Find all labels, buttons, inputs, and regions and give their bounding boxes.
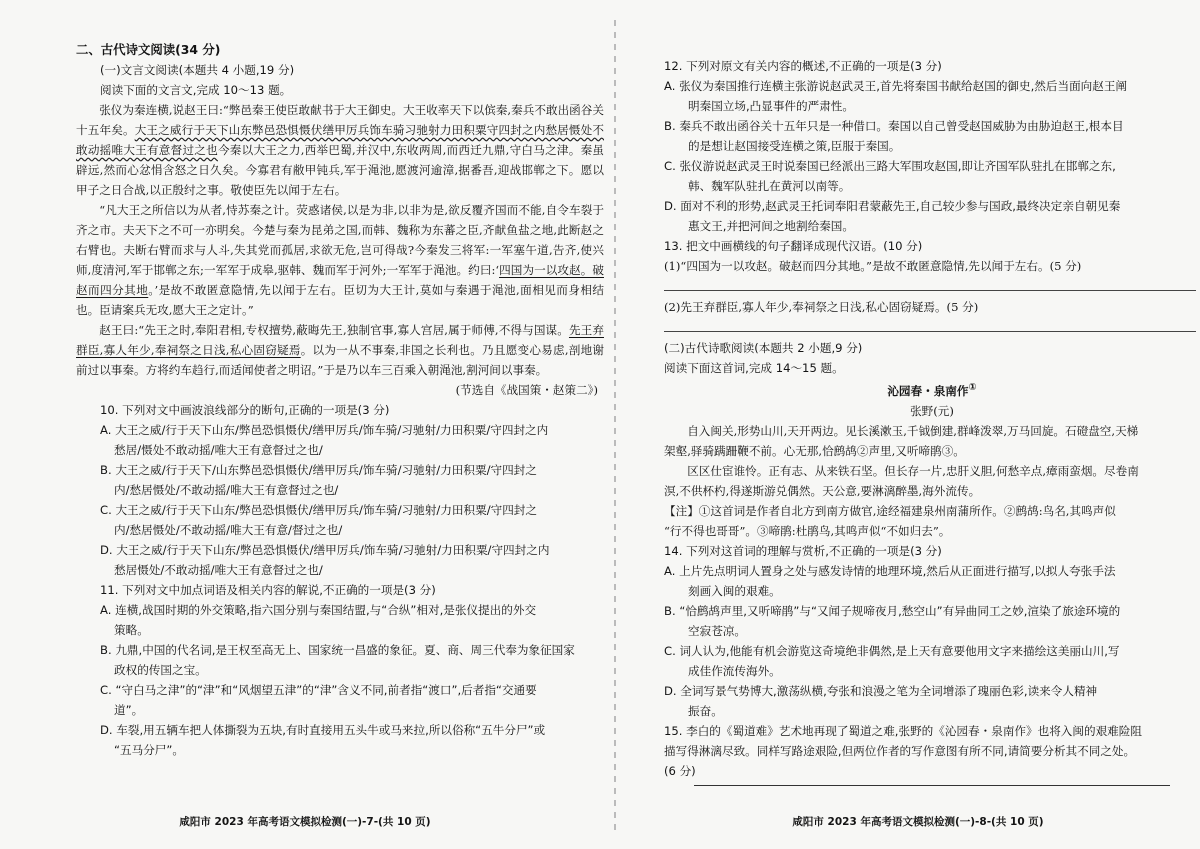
- question-15-line-3: (6 分): [664, 763, 696, 778]
- poem-note-mark: ①: [968, 382, 977, 393]
- question-10-option-c: C. 大王之威/行于天下山东/弊邑恐惧慑伏/缮甲厉兵/饰车骑/习驰射/力田积粟/守四封之: [100, 503, 537, 517]
- answer-line-2[interactable]: [664, 317, 1196, 332]
- question-10-option-d-cont: 愁居慑处/不敢动摇/唯大王有意督过之也/: [114, 563, 323, 577]
- question-11-option-c-cont: 道”。: [114, 703, 144, 717]
- right-page: [636, 0, 1200, 849]
- question-10-option-c-cont: 内/愁居慑处/不敢动摇/唯大王有意/督过之也/: [114, 523, 343, 537]
- question-14-option-c-cont: 成佳作流传海外。: [688, 663, 781, 678]
- question-15-line-1: 15. 李白的《蜀道难》艺术地再现了蜀道之难,张野的《沁园春・泉南作》也将入闽的艰难险阻: [664, 723, 1142, 738]
- question-10-option-b-cont: 内/愁居慑处/不敢动摇/唯大王有意督过之也/: [114, 483, 339, 497]
- question-11-option-b: B. 九鼎,中国的代名词,是王权至高无上、国家统一昌盛的象征。夏、商、周三代奉为象征国家: [100, 643, 575, 657]
- poem-line-2: 架壑,驿骑蹒跚鞭不前。心无那,恰鹧鸪②声里,又听啼鹃③。: [664, 443, 965, 458]
- question-10-option-a: A. 大王之威/行于天下山东/弊邑恐惧慑伏/缮甲厉兵/饰车骑/习驰射/力田积粟/守四封之内: [100, 423, 549, 437]
- question-14-option-d: D. 全词写景气势博大,激荡纵横,夸张和浪漫之笔为全词增添了瑰丽色彩,读来令人精神: [664, 683, 1098, 698]
- page-gutter: [614, 20, 616, 830]
- question-11-option-b-cont: 政权的传国之宝。: [114, 663, 207, 677]
- question-14-option-b-cont: 空寂苍凉。: [688, 623, 746, 638]
- question-10-stem: 10. 下列对文中画波浪线部分的断句,正确的一项是(3 分): [100, 403, 390, 417]
- question-14-option-b: B. “恰鹧鸪声里,又听啼鹃”与“又闻子规啼夜月,愁空山”有异曲同工之妙,渲染了旅途环境的: [664, 603, 1121, 618]
- poem-note-line-1: 【注】①这首词是作者自北方到南方做官,途经福建泉州南蒲所作。②鹧鸪:鸟名,其鸣声似: [664, 503, 1116, 518]
- question-11-stem: 11. 下列对文中加点词语及相关内容的解说,不正确的一项是(3 分): [100, 583, 436, 597]
- passage-paragraph-3: 赵王曰:“先王之时,奉阳君相,专权擅势,蔽晦先王,独制官事,寡人宫居,属于师傅,不得与国谋。先王弃群臣,寡人年少,奉祠祭之日浅,私心固窃疑焉。以为一从不事秦,非国之长利也。乃且愿变心易虑,剖地谢前过以事秦。方将约车趋行,而适闻使者之明诏。”于是乃以车三百乘入朝渑池,割河间以事秦。: [76, 323, 605, 377]
- passage-source: (节选自《战国策・赵策二》): [455, 383, 598, 397]
- question-10-option-a-cont: 愁居/慑处不敢动摇/唯大王有意督过之也/: [114, 443, 323, 457]
- subsection-2-title: (二)古代诗歌阅读(本题共 2 小题,9 分): [664, 341, 863, 355]
- question-12-stem: 12. 下列对原文有关内容的概述,不正确的一项是(3 分): [664, 59, 942, 73]
- question-11-option-a-cont: 策略。: [114, 623, 149, 637]
- poem-line-3: 区区仕宦谁怜。正有志、从来铁石坚。但长存一片,忠肝义胆,何愁辛点,瘴雨蛮烟。尽卷南: [687, 463, 1139, 478]
- answer-area-rule[interactable]: [694, 785, 1170, 786]
- poem-author: 张野(元): [910, 403, 954, 418]
- reading-instruction-2: 阅读下面这首词,完成 14～15 题。: [664, 361, 844, 375]
- question-12-option-d-cont: 惠文王,并把河间之地割给秦国。: [688, 219, 854, 233]
- question-12-option-c: C. 张仪游说赵武灵王时说秦国已经派出三路大军围攻赵国,即让齐国军队驻扎在邯郸之东,: [664, 159, 1116, 173]
- poem-note-line-2: “行不得也哥哥”。③啼鹃:杜鹃鸟,其鸣声似“不如归去”。: [664, 523, 951, 538]
- subsection-title: (一)文言文阅读(本题共 4 小题,19 分): [100, 63, 295, 77]
- question-14-stem: 14. 下列对这首词的理解与赏析,不正确的一项是(3 分): [664, 543, 942, 558]
- question-11-option-d: D. 车裂,用五辆车把人体撕裂为五块,有时直接用五头牛或马来拉,所以俗称“五牛分尸”或: [100, 723, 546, 737]
- section-title: 二、古代诗文阅读(34 分): [76, 42, 221, 57]
- question-10-option-d: D. 大王之威/行于天下山东/弊邑恐惧慑伏/缮甲厉兵/饰车骑/习驰射/力田积粟/守四封之内: [100, 543, 550, 557]
- poem-title: 沁园春・泉南作①: [887, 382, 977, 398]
- question-13-part-2: (2)先王弃群臣,寡人年少,奉祠祭之日浅,私心固窃疑焉。(5 分): [664, 300, 979, 314]
- underlined-sentence-2: 先王弃群臣,寡人年少,奉祠祭之日浅,私心固窃疑焉: [76, 323, 604, 357]
- right-page-footer: 咸阳市 2023 年高考语文模拟检测(一)-8-(共 10 页): [792, 816, 1044, 828]
- passage-paragraph-2: “凡大王之所信以为从者,恃苏秦之计。荧惑诸侯,以是为非,以非为是,欲反覆齐国而不能,自令车裂于齐之市。夫天下之不可一亦明矣。今楚与秦为昆弟之国,而韩、魏称为东蕃之臣,齐献鱼盐之地,此断赵之右臂也。夫断右臂而求与人斗,失其党而孤居,求欲无危,岂可得哉?今秦发三将军:一军塞午道,告齐,使兴师,度清河,军于邯郸之东;一军军于成皋,驱韩、魏而军于河外;一军军于渑池。约曰:‘四国为一以攻赵。破赵而四分其地。’是故不敢匿意隐情,先以闻于左右。臣切为大王计,莫如与秦遇于渑池,面相见而身相结也。臣请案兵无攻,愿大王之定计。”: [76, 203, 604, 317]
- question-14-option-d-cont: 振奋。: [688, 703, 723, 718]
- question-12-option-c-cont: 韩、魏军队驻扎在黄河以南等。: [688, 179, 851, 193]
- question-14-option-a: A. 上片先点明词人置身之处与感发诗情的地理环境,然后从正面进行描写,以拟人夸张手法: [664, 563, 1116, 578]
- wavy-underlined-passage: 大王之威行于天下山东弊邑恐惧慑伏缮甲厉兵饰车骑习驰射力田积粟守四封之内愁居慑处不敢动摇唯大王有意督过之也: [76, 123, 604, 157]
- question-13-stem: 13. 把文中画横线的句子翻译成现代汉语。(10 分): [664, 239, 923, 253]
- question-12-option-b: B. 秦兵不敢出函谷关十五年只是一种借口。秦国以自己曾受赵国威胁为由胁迫赵王,根本目: [664, 119, 1124, 133]
- underlined-sentence-1: 四国为一以攻赵。破赵而四分其地: [76, 263, 604, 297]
- answer-line-1[interactable]: [664, 276, 1196, 291]
- question-11-option-c: C. “守白马之津”的“津”和“风烟望五津”的“津”含义不同,前者指“渡口”,后者指“交通要: [100, 683, 537, 697]
- poem-line-1: 自入闽关,形势山川,天开两边。见长溪漱玉,千钺倒建,群峰泼翠,万马回旋。石磴盘空,天梯: [687, 423, 1139, 438]
- question-12-option-d: D. 面对不利的形势,赵武灵王托词奉阳君蒙蔽先王,自己较少参与国政,最终决定亲自朝见秦: [664, 199, 1121, 213]
- question-14-option-c: C. 词人认为,他能有机会游览这奇境绝非偶然,是上天有意要他用文字来描绘这美丽山川,写: [664, 643, 1120, 658]
- question-11-option-d-cont: “五马分尸”。: [114, 743, 184, 757]
- question-15-line-2: 描写得淋漓尽致。同样写路途艰险,但两位作者的写作意图有所不同,请简要分析其不同之处。: [664, 743, 1136, 758]
- question-12-option-a-cont: 明秦国立场,凸显事件的严肃性。: [688, 99, 854, 113]
- poem-line-4: 溟,不供杯杓,得遂斯游兑偶然。天公意,要淋漓醉墨,海外流传。: [664, 483, 981, 498]
- question-10-option-b: B. 大王之威/行于天下/山东弊邑恐惧慑伏/缮甲厉兵/饰车骑/习驰射/力田积粟/守四封之: [100, 463, 537, 477]
- passage-paragraph-1: 张仪为秦连横,说赵王曰:“弊邑秦王使臣敢献书于大王御史。大王收率天下以傧秦,秦兵不敢出函谷关十五年矣。大王之威行于天下山东弊邑恐惧慑伏缮甲厉兵饰车骑习驰射力田积粟守四封之内愁居慑处不敢动摇唯大王有意督过之也今秦以大王之力,西举巴蜀,并汉中,东收两周,而西迁九鼎,守白马之津。秦虽辟远,然而心忿悁含怒之日久矣。今寡君有敝甲钝兵,军于渑池,愿渡河逾漳,据番吾,迎战邯郸之下。愿以甲子之日合战,以正殷纣之事。敬使臣先以闻于左右。: [76, 103, 604, 197]
- question-14-option-a-cont: 刻画入闽的艰难。: [688, 583, 781, 598]
- left-page-footer: 咸阳市 2023 年高考语文模拟检测(一)-7-(共 10 页): [179, 816, 431, 828]
- question-12-option-a: A. 张仪为秦国推行连横主张游说赵武灵王,首先将秦国书献给赵国的御史,然后当面向赵王阐: [664, 79, 1128, 93]
- question-11-option-a: A. 连横,战国时期的外交策略,指六国分别与秦国结盟,与“合纵”相对,是张仪提出的外交: [100, 603, 537, 617]
- question-12-option-b-cont: 的是想让赵国接受连横之策,臣服于秦国。: [688, 139, 901, 153]
- question-13-part-1: (1)“四国为一以攻赵。破赵而四分其地。”是故不敢匿意隐情,先以闻于左右。(5 分): [664, 259, 1082, 273]
- reading-instruction: 阅读下面的文言文,完成 10～13 题。: [100, 83, 292, 97]
